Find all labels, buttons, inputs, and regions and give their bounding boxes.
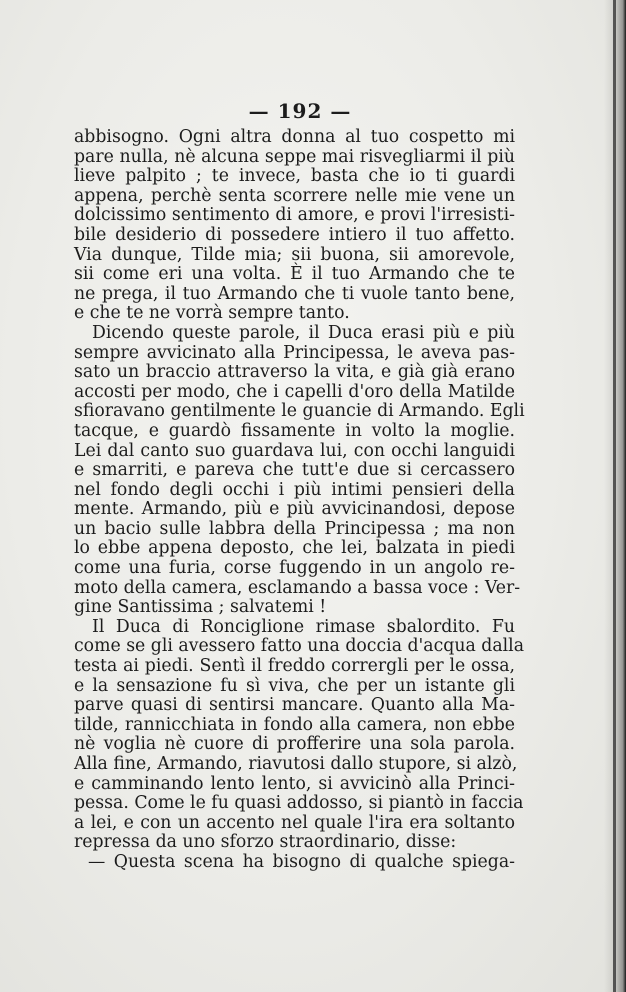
text-line: e la sensazione fu sì viva, che per un istante gli — [74, 675, 515, 696]
text-line: Lei dal canto suo guardava lui, con occhi languidi — [74, 440, 515, 461]
text-line: Alla fine, Armando, riavutosi dallo stupore, si alzò, — [74, 754, 518, 774]
body-text — [74, 127, 525, 873]
text-line: dolcissimo sentimento di amore, e provi l'irresisti- — [74, 205, 515, 226]
text-line: testa ai piedi. Sentì il freddo corrergli per le ossa, — [74, 656, 515, 677]
page-number: — 192 — — [248, 99, 352, 123]
book-spine-edge — [613, 0, 616, 992]
text-line: ne prega, il tuo Armando che ti vuole tanto bene, — [74, 283, 515, 304]
text-line: gine Santissima ; salvatemi ! — [74, 597, 327, 618]
text-line: moto della camera, esclamando a bassa voce : Ver- — [74, 577, 521, 598]
text-line: Via dunque, Tilde mia; sii buona, sii amorevole, — [74, 244, 515, 265]
text-line: lieve palpito ; te invece, basta che io ti guardi — [74, 166, 515, 187]
text-line: bile desiderio di possedere intiero il tuo affetto. — [74, 224, 515, 245]
text-line: come se gli avessero fatto una doccia d'acqua dalla — [74, 636, 524, 657]
text-line: pare nulla, nè alcuna seppe mai risvegliarmi il più — [74, 146, 515, 167]
text-line: sempre avvicinato alla Principessa, le aveva pas- — [74, 342, 515, 363]
text-line: un bacio sulle labbra della Principessa ; ma non — [74, 518, 515, 539]
text-line: sfioravano gentilmente le guancie di Armando. Egli — [74, 401, 525, 422]
text-line: accosti per modo, che i capelli d'oro della Matilde — [74, 381, 515, 402]
text-line: repressa da uno sforzo straordinario, disse: — [74, 832, 457, 853]
text-line: nè voglia nè cuore di profferire una sola parola. — [74, 734, 515, 755]
text-line: e che te ne vorrà sempre tanto. — [74, 303, 350, 324]
text-line: pessa. Come le fu quasi addosso, si piantò in faccia — [74, 793, 524, 814]
text-line: parve quasi di sentirsi mancare. Quanto alla Ma- — [74, 695, 515, 716]
text-line: sato un braccio attraverso la vita, e già già erano — [74, 362, 515, 383]
text-line: a lei, e con un accento nel quale l'ira era soltanto — [74, 812, 515, 833]
text-line: appena, perchè senta scorrere nelle mie vene un — [74, 185, 515, 206]
text-line: tacque, e guardò fissamente in volto la moglie. — [74, 420, 515, 441]
text-line: Il Duca di Ronciglione rimase sbalordito. Fu — [92, 616, 515, 637]
text-line: lo ebbe appena deposto, che lei, balzata in piedi — [74, 538, 515, 559]
text-line: abbisogno. Ogni altra donna al tuo cospetto mi — [74, 127, 515, 147]
text-line: nel fondo degli occhi i più intimi pensieri della — [74, 479, 515, 500]
text-line: tilde, rannicchiata in fondo alla camera, non ebbe — [74, 714, 515, 735]
text-line: e camminando lento lento, si avvicinò alla Princi- — [74, 773, 515, 794]
text-line: mente. Armando, più e più avvicinandosi, depose — [74, 499, 515, 520]
text-line: e smarriti, e pareva che tutt'e due si cercassero — [74, 460, 515, 481]
text-line: sii come eri una volta. È il tuo Armando che te — [74, 264, 515, 285]
text-line: Dicendo queste parole, il Duca erasi più e più — [92, 322, 515, 343]
text-line: — Questa scena ha bisogno di qualche spiega- — [88, 851, 515, 872]
text-line: come una furia, corse fuggendo in un angolo re- — [74, 558, 515, 579]
